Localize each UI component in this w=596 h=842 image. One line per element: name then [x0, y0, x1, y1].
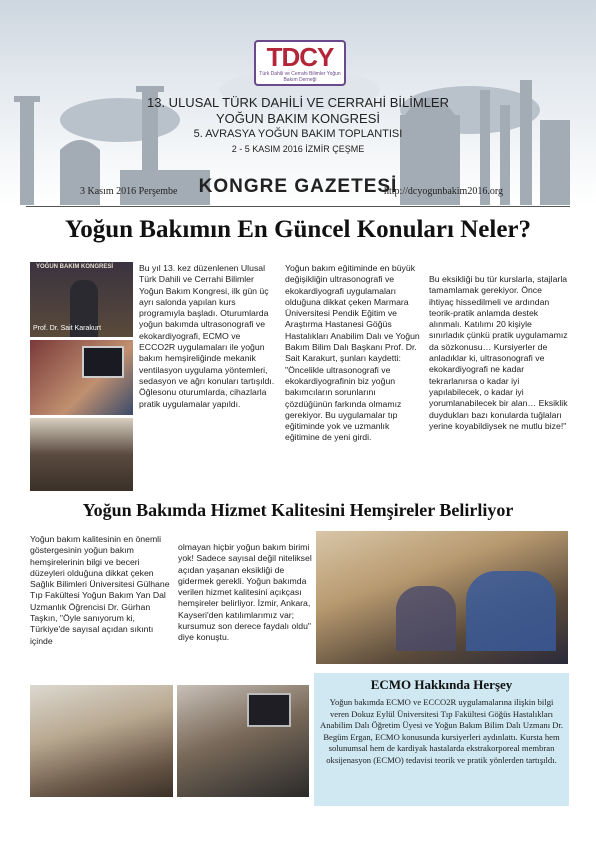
website-link[interactable]: http://dcyogunbakim2016.org — [384, 186, 503, 197]
ecmo-device-photo — [177, 685, 309, 797]
header-divider — [26, 206, 570, 207]
logo-subtitle: Türk Dahili ve Cerrahi Bilimler Yoğun Bakım Derneği — [259, 71, 341, 83]
ecmo-title: ECMO Hakkında Herşey — [370, 677, 513, 692]
article1-column2: Yoğun bakım eğitiminde en büyük değişikliğin ultrasonografi ve ekokardiyografi uygulamaları olduğuna dikkat çeken Marmara Üniversitesi Pendik Eğitim ve Araştırma Hastanesi Göğüs Hastalıkları Anabilim Dalı ve Yoğun Bakım Bilim Dalı Başkanı Prof. Dr. Sait Karakurt, şunları kaydetti: "Öncelikle ultrasonografi ve ekokardiyografinin biz yoğun bakımcıların sorunlarını çözdüğünün farkında olmamız gerekiyor. Bu uygulamalar tıp eğitiminde yok ve uzmanlık eğitimine de yeni girdi. — [285, 263, 420, 443]
participant-figure — [396, 586, 456, 651]
congress-title-line2: YOĞUN BAKIM KONGRESİ — [216, 111, 380, 126]
article1-headline: Yoğun Bakımın En Güncel Konuları Neler? — [64, 216, 532, 243]
congress-title-line1: 13. ULUSAL TÜRK DAHİLİ VE CERRAHİ BİLİMLER — [147, 95, 449, 110]
photo-caption: Prof. Dr. Sait Karakurt — [33, 325, 102, 332]
ultrasound-training-photo — [30, 340, 133, 415]
issue-date: 3 Kasım 2016 Perşembe — [80, 186, 178, 197]
participant-figure — [466, 571, 556, 651]
congress-subtitle: 5. AVRASYA YOĞUN BAKIM TOPLANTISI — [193, 128, 403, 140]
classroom-photo — [30, 418, 133, 491]
nurses-course-photo — [316, 531, 568, 664]
speaker-photo — [30, 262, 133, 337]
logo-text: TDCY — [266, 42, 334, 72]
conference-hall-photo — [30, 685, 173, 797]
logo — [254, 40, 346, 86]
photo-banner-text: YOĞUN BAKIM KONGRESİ — [36, 264, 114, 270]
article2-headline: Yoğun Bakımda Hizmet Kalitesini Hemşireler Belirliyor — [82, 500, 514, 520]
ultrasound-monitor — [82, 346, 124, 378]
ecmo-info-box — [314, 673, 569, 806]
device-monitor — [247, 693, 291, 727]
ecmo-body: Yoğun bakımda ECMO ve ECCO2R uygulamalarına ilişkin bilgi veren Dokuz Eylül Üniversitesi Tıp Fakültesi Göğüs Hastalıkları Anabilim Dalı Öğretim Üyesi ve Yoğun Bakım Bilim Dalı Uzmanı Dr. Begüm Ergan, ECMO konusunda kursiyerleri aydınlattı. Kursta hem solunumsal hem de kardiyak hastalarda ekstrakorporeal membran oksijenasyon (ECMO) tedavisi teorik ve pratik yönlerden tartışıldı. — [320, 697, 563, 765]
article1-column1: Bu yıl 13. kez düzenlenen Ulusal Türk Dahili ve Cerrahi Bilimler Yoğun Bakım Kongresi, ilk gün üç ayrı salonda yapılan kurs programıyla başladı. Oturumlarda yoğun bakımda ultrasonografi ve ekokardiyografi, ECMO ve ECCO2R uygulamaları ile yoğun bakım hemşireliğinde mekanik ventilasyon uygulama yöntemleri, sedasyon ve ağrı konuları tartışıldı. Öğlesonu oturumlarda, cihazlarla pratik uygulamalar yapıldı. — [139, 263, 275, 409]
article2-column1: Yoğun bakım kalitesinin en önemli göstergesinin yoğun bakım hemşirelerinin bilgi ve beceri düzeyleri olduğuna dikkat çeken Sağlık Bilimleri Üniversitesi Gülhane Tıp Fakültesi Yoğun Bakım Yan Dal Uzmanlık Öğrencisi Dr. Gürhan Taşkın, "Öyle sanıyorum ki, Türkiye'de sayısal açıdan sıkıntı içinde — [30, 534, 170, 646]
congress-dates: 2 - 5 KASIM 2016 İZMİR ÇEŞME — [231, 144, 365, 154]
article2-column2: olmayan hiçbir yoğun bakım birimi yok! Sadece sayısal değil niteliksel açıdan yaşanan eksikliği de gidermek gerekli. Yoğun bakımda verilen hizmet kalitesini açıkçası hemşireler belirliyor. İzmir, Ankara, Kayseri'den katılımlarımız var; kursumuz son derece faydalı oldu" diye konuştu. — [178, 542, 312, 643]
article1-column3: Bu eksikliği bu tür kurslarla, stajlarla tamamlamak gerekiyor. Önce ihtiyaç hissedilmeli ve ardından teorik-pratik anlamda destek alınmalı. Katılımı 20 kişiyle sınırladık çünkü pratik uygulamamız da sözkonusu… Kursiyerler de anladıklar ki, ultrasonografi ve ekokardiyografi ne kadar tekrarlanırsa o kadar iyi yapılabilecek, o kadar iyi yorumlanabilecek bir alan… Eksiklik duydukları bazı konularda tuğlaları yerine koyabildiysek ne mutlu bize!" — [429, 274, 568, 431]
gazette-title: KONGRE GAZETESİ — [198, 176, 398, 197]
